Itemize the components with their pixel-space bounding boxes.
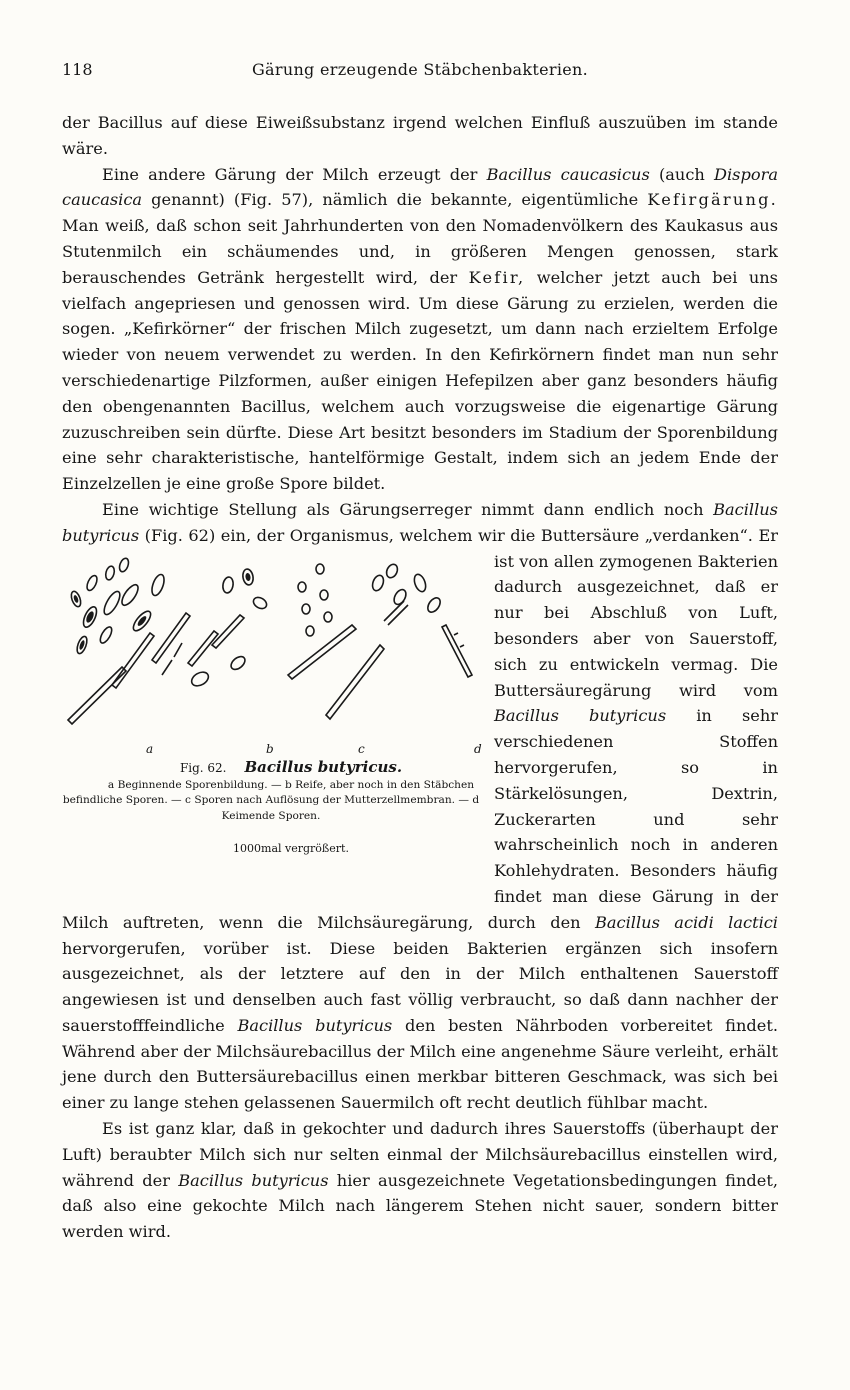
bacillus-rod-shape [188, 631, 218, 666]
bacillus-spore-shape [98, 625, 114, 645]
text-run: hervorgerufen, vorüber ist. Diese beiden Bakterien ergänzen sich insofern ausgezeichnet, als der letztere auf den in der Milch enthaltenen Sauerstoff angewiesen ist und denselben auch fast völlig verbraucht, so daß dann nachher der sauerstofffeindliche [62, 938, 778, 1035]
page-header [62, 60, 778, 86]
bacillus-rod-shape [162, 643, 182, 675]
bacillus-spore-shape [119, 582, 141, 607]
paragraph-4 [62, 1116, 778, 1245]
text-run: Es ist ganz klar, daß in gekochter und dadurch ihres Sauerstoffs (überhaupt der Luft) beraubter Milch sich nur selten einmal der Milchsäurebacillus einstellen wird, während der [62, 1119, 778, 1190]
text-run: in sehr verschiedenen Stoffen hervorgerufen, so in Stärkelösungen, Dextrin, Zuckerarten und sehr wahrscheinlich noch in anderen Kohlehydraten. Besonders häufig findet man diese Gärung in der Milch auftreten, wenn die Milchsäuregärung, durch den [62, 706, 778, 932]
text-run: Eine andere Gärung der Milch erzeugt der [102, 164, 487, 184]
figure-magnification: 1000mal vergrößert. [233, 841, 349, 855]
figure-62 [62, 555, 480, 893]
bacillus-spore-shape [412, 572, 428, 592]
panel-letter-c: c [358, 741, 365, 756]
figure-legend: a Beginnende Sporenbildung. — b Reife, aber noch in den Stäbchen befindliche Sporen. — c Sporen nach Auflösung der Mutterzellmembran. — d Keimende Sporen. [62, 778, 480, 822]
running-title: Gärung erzeugende Stäbchenbakterien. [251, 60, 589, 79]
page-number: 118 [62, 60, 93, 79]
species-name: Dispora caucasica [62, 164, 778, 210]
text-run: welcher jetzt auch bei uns vielfach angepriesen und genossen wird. Um diese Gärung zu erzielen, werden die sogen. „Kefirkörner“ der frischen Milch zugesetzt, um dann nach erzieltem Erfolge wieder von neuem verwendet zu werden. In den Kefirkörnern findet man nun sehr verschiedenartige Pilzformen, außer einigen Hefepilzen aber ganz besonders häufig den obengenannten Bacillus, welchem auch vorzugsweise die eigenartige Gärung zuzuschreiben sein dürfte. Diese Art besitzt besonders im Stadium der Sporenbildung eine sehr charakteristische, hantelförmige Gestalt, indem sich an jedem Ende der Einzelzellen je eine große Spore bildet. [62, 267, 778, 494]
panel-letter-d: d [474, 741, 482, 756]
bacillus-illustration [62, 555, 480, 740]
figure-label: Fig. 62. [179, 760, 227, 775]
species-name: Bacillus butyricus [62, 499, 778, 545]
bacillus-spore-shape [316, 564, 324, 574]
panel-letter-a: a [146, 741, 154, 756]
species-name: Bacillus caucasicus [486, 164, 650, 184]
species-name: Bacillus acidi lactici [595, 912, 778, 932]
text-run: Eine wichtige Stellung als Gärungserreger nimmt dann endlich noch [102, 499, 714, 519]
species-name: Bacillus butyricus [178, 1170, 329, 1190]
species-name: Bacillus butyricus [494, 706, 667, 726]
bacillus-spore-shape [392, 587, 409, 606]
bacillus-spore-shape [298, 582, 306, 592]
body-text [62, 110, 778, 1245]
bacillus-rod-shape [68, 667, 126, 724]
bacillus-spore-shape [222, 576, 235, 593]
bacillus-spore-shape [385, 562, 400, 579]
bacillus-spore-shape [85, 574, 99, 592]
bacillus-spore-shape [320, 590, 328, 600]
text-run: hier ausgezeichnete Vegetationsbedingungen findet, daß also eine gekochte Milch nach längerem Stehen nicht sauer, sondern bitter werden wird. [62, 1170, 778, 1242]
bacillus-spore-shape [150, 573, 167, 597]
bacillus-rod-shape [326, 645, 384, 719]
text-run: (Fig. 62) ein, der Organismus, welchem wir die Buttersäure „verdanken“. [139, 525, 753, 545]
text-run: Er ist von allen zymogenen Bakterien dadurch ausgezeichnet, daß er nur bei Abschluß von Luft, besonders aber von Sauerstoff, sich zu entwickeln vermag. Die Buttersäuregärung wird vom [494, 525, 779, 700]
bacillus-spore-shape [104, 565, 115, 581]
bacillus-spore-shape [189, 669, 211, 688]
text-run: Man weiß, daß schon seit Jahrhunderten von den Nomadenvölkern des Kaukasus aus Stutenmilch ein schäumendes und, in größeren Mengen genossen, stark berauschendes Getränk hergestellt wird, der [62, 216, 778, 287]
bacillus-spore-shape [251, 595, 268, 611]
paragraph-1-text: der Bacillus auf diese Eiweißsubstanz irgend welchen Einfluß auszuüben im stande wäre. [62, 113, 778, 158]
bacillus-rod-shape [212, 615, 244, 648]
bacillus-rod-shape [288, 625, 356, 679]
paragraph-2 [62, 162, 778, 497]
bacillus-spore-shape [101, 589, 123, 617]
paragraph-3 [62, 497, 778, 1116]
bacillus-spore-shape [118, 557, 130, 573]
bacillus-spore-shape [425, 595, 442, 614]
bacillus-spore-shape [306, 626, 314, 636]
bacillus-rod-shape [152, 613, 190, 663]
text-run: (auch [649, 164, 715, 184]
text-run: genannt) (Fig. 57), nämlich die bekannte, eigentümliche [142, 190, 648, 210]
text-run: den besten Nährboden vorbereitet findet. Während aber der Milchsäurebacillus der Milch eine angenehme Säure verleiht, erhält jene durch den Buttersäurebacillus einen merkbar bitteren Geschmack, was sich bei einer zu lange stehen gelassenen Sauermilch oft recht deutlich fühlbar macht. [62, 1015, 778, 1113]
figure-title: Bacillus butyricus. [244, 757, 403, 776]
spaced-term: Kefirgärung. [647, 190, 778, 210]
species-name: Bacillus butyricus [237, 1015, 393, 1035]
bacillus-spore-shape [229, 654, 248, 672]
figure-panel-letters [62, 737, 482, 756]
bacillus-rod-shape [112, 633, 154, 688]
bacillus-spore-shape [302, 604, 310, 614]
bacillus-spore-shape [371, 573, 386, 591]
paragraph-1 [62, 110, 778, 162]
panel-letter-b: b [266, 741, 274, 756]
spaced-term: Kefir, [468, 267, 526, 287]
bacillus-spore-shape [324, 612, 332, 622]
